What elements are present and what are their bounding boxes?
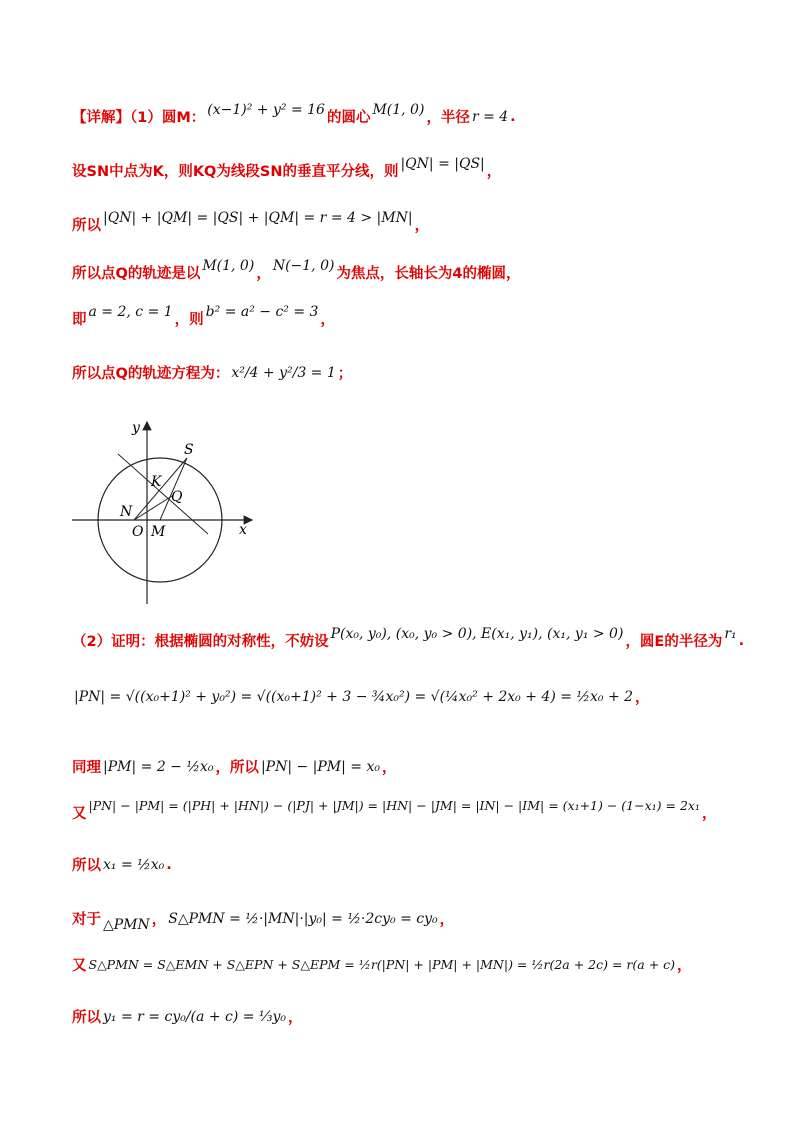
text: （2）证明：根据椭圆的对称性，不妨设 (72, 634, 329, 650)
formula: (x−1)² + y² = 16 (207, 101, 325, 118)
solution-line-2 (72, 155, 502, 181)
text: . (738, 632, 745, 649)
text: ， (151, 912, 167, 928)
y-axis-label: y (132, 420, 140, 436)
text: 所以 (72, 858, 101, 874)
text: . (166, 856, 172, 873)
formula: M(1, 0) (372, 101, 425, 118)
point-label-m: M (151, 524, 166, 540)
text: 为焦点，长轴长为4的椭圆， (336, 266, 521, 282)
formula: x₁ = ½x₀ (103, 856, 165, 873)
text: ， (256, 266, 271, 282)
formula: △PMN (103, 916, 150, 933)
segment-nq (134, 496, 172, 520)
text: ， (382, 760, 397, 776)
formula: M(1, 0) (202, 257, 255, 274)
solution-line-5 (72, 303, 335, 329)
perpendicular-bisector (118, 454, 208, 534)
formula: y₁ = r = cy₀/(a + c) = ⅓y₀ (103, 1008, 287, 1025)
text: 所以 (72, 218, 101, 234)
point-label-n: N (120, 504, 133, 520)
text: 所以点Q的轨迹方程为： (72, 366, 230, 382)
formula: r = 4 (471, 108, 509, 125)
text: ， (701, 806, 717, 822)
text: 对于 (72, 912, 101, 928)
text: ， (486, 164, 502, 180)
formula: |PN| = √((x₀+1)² + y₀²) = √((x₀+1)² + 3 − ¾x₀²) = √(¼x₀² + 2x₀ + 4) = ½x₀ + 2 (74, 688, 634, 705)
ellipse-construction-figure (72, 416, 262, 606)
formula: |PN| − |PM| = x₀ (260, 758, 380, 775)
solution-line-10 (72, 798, 717, 823)
solution-line-4 (72, 257, 521, 283)
text: ， (320, 312, 335, 328)
formula: |QN| + |QM| = |QS| + |QM| = r = 4 > |MN| (103, 209, 413, 226)
text: ，圆E的半径为 (625, 634, 723, 650)
formula: P(x₀, y₀), (x₀, y₀ > 0), E(x₁, y₁), (x₁, y₁ > 0) (330, 625, 624, 642)
text: ，则 (174, 312, 204, 328)
text: ，所以 (215, 760, 259, 776)
formula: a = 2, c = 1 (88, 303, 173, 320)
solution-line-3 (72, 209, 430, 235)
solution-line-12 (72, 908, 455, 933)
text: 又 (72, 958, 87, 974)
formula: S△PMN = S△EMN + S△EPN + S△EPM = ½r(|PN| + |PM| + |MN|) = ½r(2a + 2c) = r(a + c) (88, 957, 676, 972)
solution-line-7 (72, 625, 745, 651)
formula: b² = a² − c² = 3 (205, 303, 319, 320)
formula: |PM| = 2 − ½x₀ (103, 758, 214, 775)
text: 同理 (72, 760, 101, 776)
point-label-s: S (184, 442, 194, 458)
formula: N(−1, 0) (272, 257, 335, 274)
x-axis-label: x (239, 522, 247, 538)
text: 即 (72, 312, 87, 328)
document-page (72, 96, 745, 1034)
text: 【详解】（1）圆M： (72, 110, 206, 126)
solution-line-6 (72, 362, 352, 383)
solution-line-1 (72, 101, 516, 127)
text: 所以点Q的轨迹是以 (72, 266, 201, 282)
text: ， (635, 690, 650, 706)
solution-line-13 (72, 954, 692, 975)
text: ， (414, 218, 430, 234)
text: 设SN中点为K，则KQ为线段SN的垂直平分线，则 (72, 164, 399, 180)
text: ，半径 (426, 110, 470, 126)
formula: |QN| = |QS| (400, 155, 485, 172)
text: ， (677, 958, 692, 974)
solution-line-11 (72, 854, 172, 875)
point-label-o: O (132, 524, 144, 540)
solution-line-14 (72, 1006, 303, 1027)
text: 又 (72, 806, 87, 822)
formula: |PN| − |PM| = (|PH| + |HN|) − (|PJ| + |JM|) = |HN| − |JM| = |IN| − |IM| = (x₁+1) − (1−x₁) = 2x₁ (88, 798, 700, 813)
point-label-k: K (151, 474, 162, 490)
text: ， (288, 1010, 303, 1026)
solution-line-8 (72, 686, 650, 707)
text: ； (337, 366, 353, 382)
solution-line-9 (72, 756, 397, 777)
text: ， (439, 912, 455, 928)
formula: x²/4 + y²/3 = 1 (231, 364, 336, 381)
text: 所以 (72, 1010, 101, 1026)
formula: r₁ (724, 625, 737, 642)
formula: S△PMN = ½·|MN|·|y₀| = ½·2cy₀ = cy₀ (168, 910, 438, 927)
text: . (510, 108, 516, 125)
text: 的圆心 (326, 110, 371, 126)
point-label-q: Q (171, 489, 183, 505)
